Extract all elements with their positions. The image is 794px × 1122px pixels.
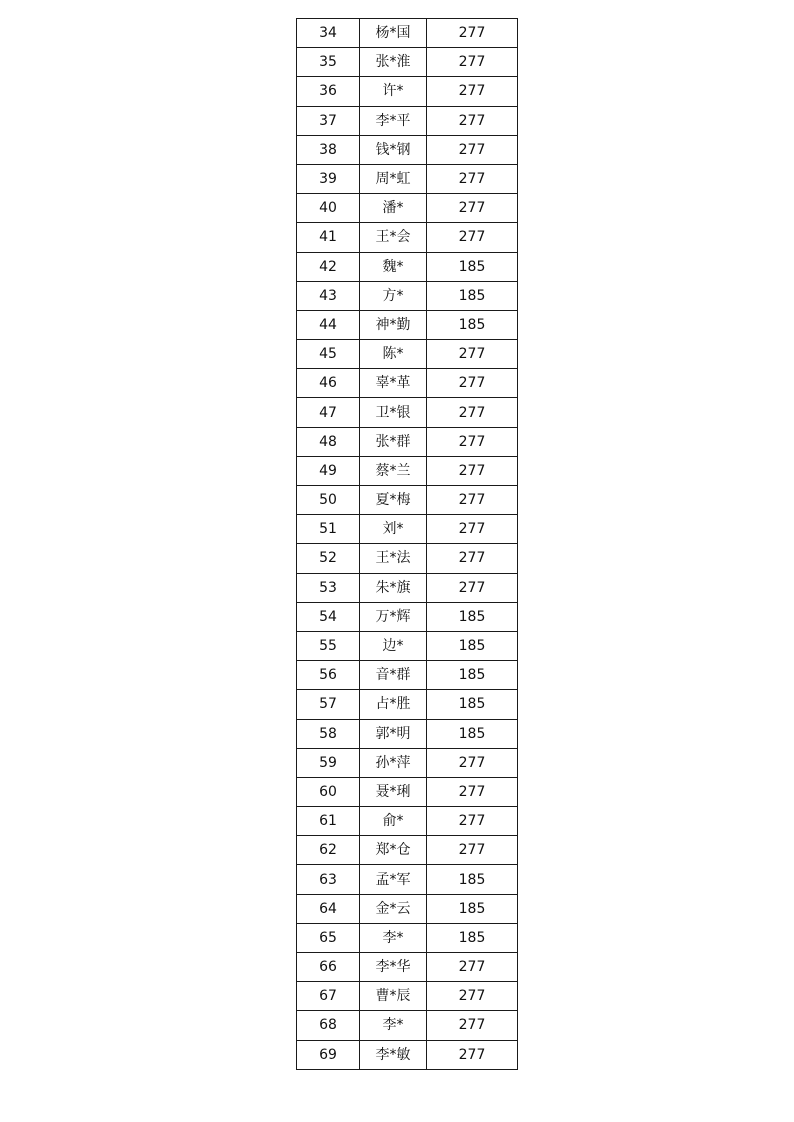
amount-cell: 277 [427, 340, 518, 369]
table-row [297, 164, 518, 193]
row-number-cell: 39 [297, 164, 360, 193]
row-number-cell: 55 [297, 631, 360, 660]
name-cell: 孙*萍 [360, 748, 427, 777]
amount-cell: 185 [427, 719, 518, 748]
row-number-cell: 60 [297, 777, 360, 806]
name-cell: 聂*琍 [360, 777, 427, 806]
amount-cell: 277 [427, 1040, 518, 1069]
row-number-cell: 47 [297, 398, 360, 427]
row-number-cell: 66 [297, 953, 360, 982]
amount-cell: 277 [427, 456, 518, 485]
table-row [297, 398, 518, 427]
roster-table-container [296, 18, 518, 1070]
name-cell: 边* [360, 631, 427, 660]
name-cell: 潘* [360, 194, 427, 223]
name-cell: 郭*明 [360, 719, 427, 748]
row-number-cell: 43 [297, 281, 360, 310]
amount-cell: 277 [427, 77, 518, 106]
table-row [297, 748, 518, 777]
name-cell: 辜*革 [360, 369, 427, 398]
row-number-cell: 56 [297, 661, 360, 690]
table-row [297, 777, 518, 806]
row-number-cell: 64 [297, 894, 360, 923]
table-row [297, 281, 518, 310]
amount-cell: 277 [427, 748, 518, 777]
name-cell: 郑*仓 [360, 836, 427, 865]
amount-cell: 277 [427, 982, 518, 1011]
roster-table-body [297, 19, 518, 1070]
row-number-cell: 49 [297, 456, 360, 485]
name-cell: 李*平 [360, 106, 427, 135]
row-number-cell: 42 [297, 252, 360, 281]
amount-cell: 185 [427, 865, 518, 894]
table-row [297, 48, 518, 77]
row-number-cell: 69 [297, 1040, 360, 1069]
table-row [297, 369, 518, 398]
row-number-cell: 40 [297, 194, 360, 223]
table-row [297, 310, 518, 339]
amount-cell: 277 [427, 135, 518, 164]
name-cell: 李* [360, 923, 427, 952]
amount-cell: 277 [427, 573, 518, 602]
name-cell: 许* [360, 77, 427, 106]
table-row [297, 573, 518, 602]
table-row [297, 807, 518, 836]
amount-cell: 185 [427, 894, 518, 923]
name-cell: 刘* [360, 515, 427, 544]
name-cell: 钱*钢 [360, 135, 427, 164]
amount-cell: 185 [427, 631, 518, 660]
name-cell: 神*勤 [360, 310, 427, 339]
amount-cell: 277 [427, 427, 518, 456]
roster-table [296, 18, 518, 1070]
row-number-cell: 61 [297, 807, 360, 836]
name-cell: 周*虹 [360, 164, 427, 193]
table-row [297, 515, 518, 544]
amount-cell: 185 [427, 690, 518, 719]
row-number-cell: 59 [297, 748, 360, 777]
row-number-cell: 62 [297, 836, 360, 865]
table-row [297, 1011, 518, 1040]
name-cell: 俞* [360, 807, 427, 836]
table-row [297, 836, 518, 865]
row-number-cell: 36 [297, 77, 360, 106]
row-number-cell: 54 [297, 602, 360, 631]
table-row [297, 77, 518, 106]
amount-cell: 277 [427, 515, 518, 544]
amount-cell: 277 [427, 19, 518, 48]
row-number-cell: 41 [297, 223, 360, 252]
name-cell: 占*胜 [360, 690, 427, 719]
table-row [297, 602, 518, 631]
table-row [297, 135, 518, 164]
name-cell: 朱*旗 [360, 573, 427, 602]
row-number-cell: 35 [297, 48, 360, 77]
amount-cell: 277 [427, 1011, 518, 1040]
amount-cell: 185 [427, 310, 518, 339]
name-cell: 卫*银 [360, 398, 427, 427]
amount-cell: 277 [427, 398, 518, 427]
amount-cell: 277 [427, 194, 518, 223]
table-row [297, 982, 518, 1011]
table-row [297, 252, 518, 281]
table-row [297, 690, 518, 719]
amount-cell: 277 [427, 836, 518, 865]
row-number-cell: 67 [297, 982, 360, 1011]
amount-cell: 185 [427, 923, 518, 952]
name-cell: 李*华 [360, 953, 427, 982]
name-cell: 方* [360, 281, 427, 310]
amount-cell: 277 [427, 777, 518, 806]
row-number-cell: 44 [297, 310, 360, 339]
name-cell: 曹*辰 [360, 982, 427, 1011]
row-number-cell: 53 [297, 573, 360, 602]
amount-cell: 277 [427, 223, 518, 252]
table-row [297, 223, 518, 252]
table-row [297, 923, 518, 952]
name-cell: 孟*军 [360, 865, 427, 894]
name-cell: 蔡*兰 [360, 456, 427, 485]
name-cell: 魏* [360, 252, 427, 281]
row-number-cell: 58 [297, 719, 360, 748]
table-row [297, 719, 518, 748]
table-row [297, 486, 518, 515]
row-number-cell: 46 [297, 369, 360, 398]
table-row [297, 427, 518, 456]
table-row [297, 953, 518, 982]
table-row [297, 456, 518, 485]
name-cell: 李*敏 [360, 1040, 427, 1069]
row-number-cell: 48 [297, 427, 360, 456]
table-row [297, 865, 518, 894]
name-cell: 杨*国 [360, 19, 427, 48]
table-row [297, 894, 518, 923]
name-cell: 夏*梅 [360, 486, 427, 515]
name-cell: 张*群 [360, 427, 427, 456]
row-number-cell: 52 [297, 544, 360, 573]
row-number-cell: 68 [297, 1011, 360, 1040]
table-row [297, 544, 518, 573]
name-cell: 陈* [360, 340, 427, 369]
name-cell: 张*淮 [360, 48, 427, 77]
name-cell: 李* [360, 1011, 427, 1040]
amount-cell: 185 [427, 252, 518, 281]
row-number-cell: 50 [297, 486, 360, 515]
amount-cell: 185 [427, 661, 518, 690]
table-row [297, 631, 518, 660]
row-number-cell: 57 [297, 690, 360, 719]
amount-cell: 277 [427, 544, 518, 573]
table-row [297, 1040, 518, 1069]
amount-cell: 277 [427, 106, 518, 135]
name-cell: 音*群 [360, 661, 427, 690]
table-row [297, 106, 518, 135]
row-number-cell: 63 [297, 865, 360, 894]
amount-cell: 277 [427, 953, 518, 982]
name-cell: 金*云 [360, 894, 427, 923]
amount-cell: 277 [427, 807, 518, 836]
name-cell: 王*法 [360, 544, 427, 573]
name-cell: 万*辉 [360, 602, 427, 631]
amount-cell: 277 [427, 486, 518, 515]
row-number-cell: 34 [297, 19, 360, 48]
table-row [297, 194, 518, 223]
table-row [297, 19, 518, 48]
amount-cell: 185 [427, 281, 518, 310]
row-number-cell: 37 [297, 106, 360, 135]
table-row [297, 340, 518, 369]
name-cell: 王*会 [360, 223, 427, 252]
amount-cell: 185 [427, 602, 518, 631]
amount-cell: 277 [427, 48, 518, 77]
amount-cell: 277 [427, 164, 518, 193]
table-row [297, 661, 518, 690]
row-number-cell: 51 [297, 515, 360, 544]
row-number-cell: 45 [297, 340, 360, 369]
row-number-cell: 65 [297, 923, 360, 952]
row-number-cell: 38 [297, 135, 360, 164]
amount-cell: 277 [427, 369, 518, 398]
